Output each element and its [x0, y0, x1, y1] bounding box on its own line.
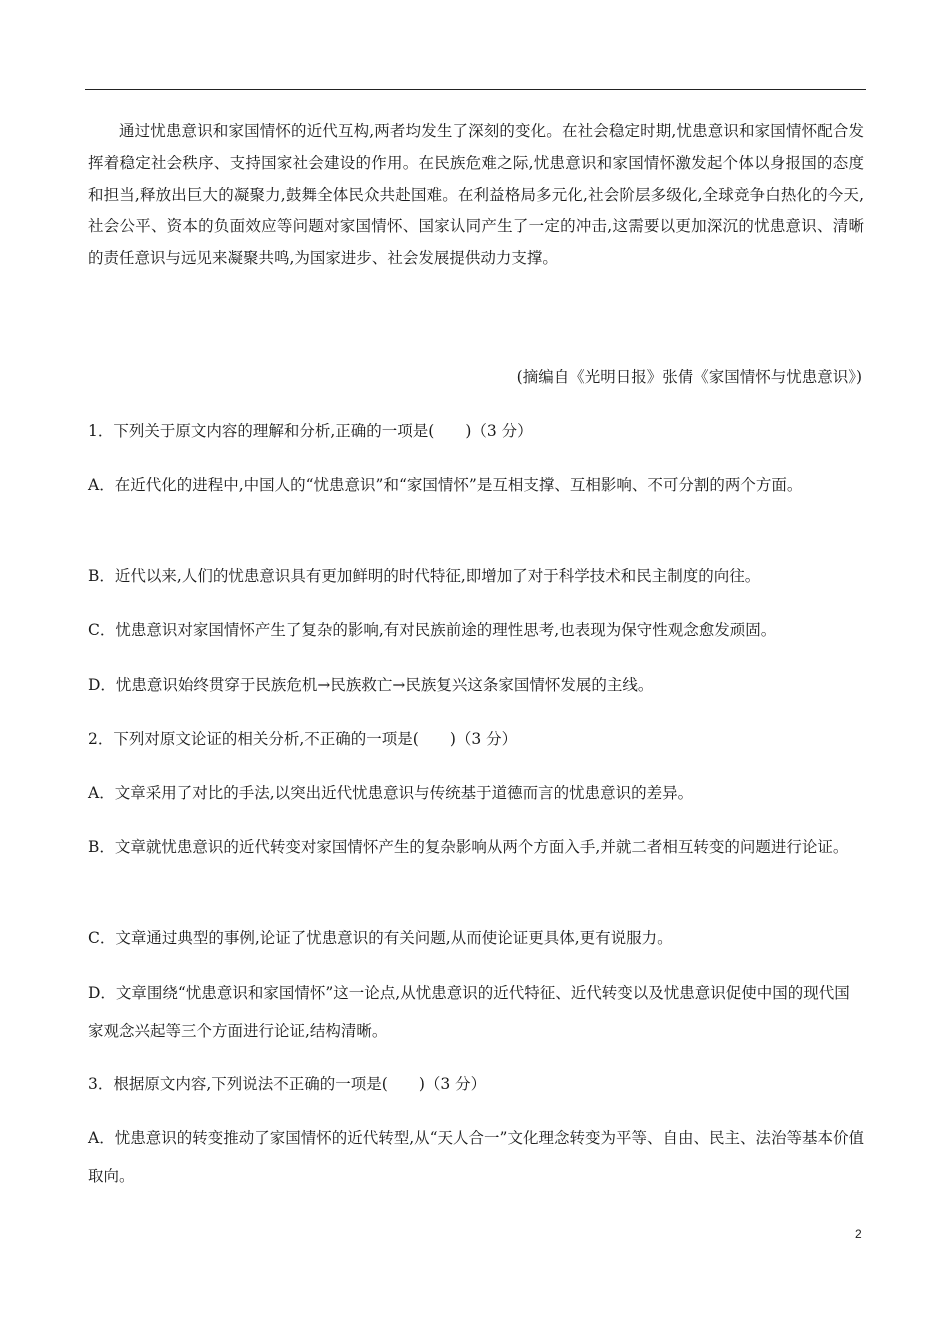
question-1-option-a: A．在近代化的进程中,中国人的“忧患意识”和“家国情怀”是互相支撑、互相影响、不可分割的两个方面。	[88, 476, 803, 494]
question-2-stem: 2．下列对原文论证的相关分析,不正确的一项是( )（3 分）	[88, 730, 518, 748]
question-2-option-b: B．文章就忧患意识的近代转变对家国情怀产生的复杂影响从两个方面入手,并就二者相互转变的问题进行论证。	[88, 838, 849, 856]
question-3-stem: 3．根据原文内容,下列说法不正确的一项是( )（3 分）	[88, 1075, 487, 1093]
question-1-option-c: C．忧患意识对家国情怀产生了复杂的影响,有对民族前途的理性思考,也表现为保守性观念愈发顽固。	[88, 621, 777, 639]
question-3-option-a: A．忧患意识的转变推动了家国情怀的近代转型,从“天人合一”文化理念转变为平等、自由、民主、法治等基本价值取向。	[88, 1129, 864, 1185]
header-rule	[85, 89, 866, 90]
passage-paragraph: 通过忧患意识和家国情怀的近代互构,两者均发生了深刻的变化。在社会稳定时期,忧患意识和家国情怀配合发挥着稳定社会秩序、支持国家社会建设的作用。在民族危难之际,忧患意识和家国情怀激发起个体以身报国的态度和担当,释放出巨大的凝聚力,鼓舞全体民众共赴国难。在利益格局多元化,社会阶层多级化,全球竞争白热化的今天,社会公平、资本的负面效应等问题对家国情怀、国家认同产生了一定的冲击,这需要以更加深沉的忧患意识、清晰的责任意识与远见来凝聚共鸣,为国家进步、社会发展提供动力支撑。	[88, 122, 864, 268]
question-2-option-c: C．文章通过典型的事例,论证了忧患意识的有关问题,从而使论证更具体,更有说服力。	[88, 929, 673, 947]
question-1-option-b: B．近代以来,人们的忧患意识具有更加鲜明的时代特征,即增加了对于科学技术和民主制度的向往。	[88, 567, 761, 585]
page-number: 2	[855, 1227, 862, 1241]
question-2-option-d: D．文章围绕“忧患意识和家国情怀”这一论点,从忧患意识的近代特征、近代转变以及忧患意识促使中国的现代国家观念兴起等三个方面进行论证,结构清晰。	[88, 984, 850, 1040]
question-1-stem: 1．下列关于原文内容的理解和分析,正确的一项是( )（3 分）	[88, 422, 533, 440]
question-2-option-a: A．文章采用了对比的手法,以突出近代忧患意识与传统基于道德而言的忧患意识的差异。	[88, 784, 694, 802]
passage-source: (摘编自《光明日报》张倩《家国情怀与忧患意识》)	[516, 368, 862, 386]
question-1-option-d: D．忧患意识始终贯穿于民族危机→民族救亡→民族复兴这条家国情怀发展的主线。	[88, 676, 654, 694]
